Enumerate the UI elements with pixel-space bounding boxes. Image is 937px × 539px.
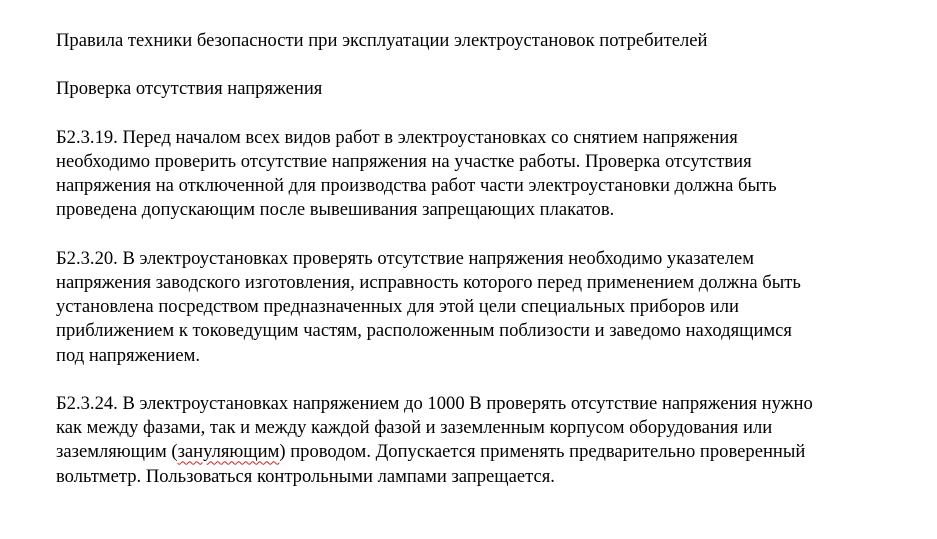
paragraph-b2-3-20 (56, 247, 926, 368)
paragraph-b2-3-24 (56, 392, 926, 489)
document-page (56, 29, 926, 489)
document-title: Правила техники безопасности при эксплуатации электроустановок потребителей (56, 30, 708, 51)
line-text: ) проводом. Допускается применять предварительно проверенный (279, 441, 806, 463)
spacer (56, 368, 926, 392)
spacer (56, 223, 926, 247)
spellcheck-flagged-word[interactable]: зануляющим (177, 441, 280, 463)
paragraph-line: как между фазами, так и между каждой фазой и заземленным корпусом оборудования или (56, 417, 773, 439)
paragraph-line: Б2.3.24. В электроустановках напряжением до 1000 В проверять отсутствие напряжения нужно (56, 392, 813, 414)
paragraph-line: необходимо проверить отсутствие напряжения на участке работы. Проверка отсутствия (56, 150, 752, 172)
paragraph-line: приближением к токоведущим частям, расположенным поблизости и заведомо находящимся (56, 320, 792, 342)
paragraph-line: напряжения заводского изготовления, исправность которого перед применением должна быть (56, 271, 801, 293)
section-heading: Проверка отсутствия напряжения (56, 78, 323, 100)
spacer (56, 102, 926, 126)
spacer (56, 53, 926, 77)
paragraph-line: Б2.3.20. В электроустановках проверять отсутствие напряжения необходимо указателем (56, 247, 755, 269)
line-text: заземляющим ( (56, 441, 178, 463)
paragraph-line: под напряжением. (56, 344, 201, 366)
paragraph-line: напряжения на отключенной для производства работ части электроустановки должна быть (56, 175, 777, 197)
paragraph-line: вольтметр. Пользоваться контрольными лампами запрещается. (56, 465, 555, 487)
paragraph-line (56, 440, 926, 464)
paragraph-line: установлена посредством предназначенных для этой цели специальных приборов или (56, 296, 739, 318)
paragraph-line: Б2.3.19. Перед началом всех видов работ в электроустановках со снятием напряжения (56, 126, 738, 148)
paragraph-b2-3-19 (56, 126, 926, 223)
paragraph-line: проведена допускающим после вывешивания запрещающих плакатов. (56, 199, 615, 221)
